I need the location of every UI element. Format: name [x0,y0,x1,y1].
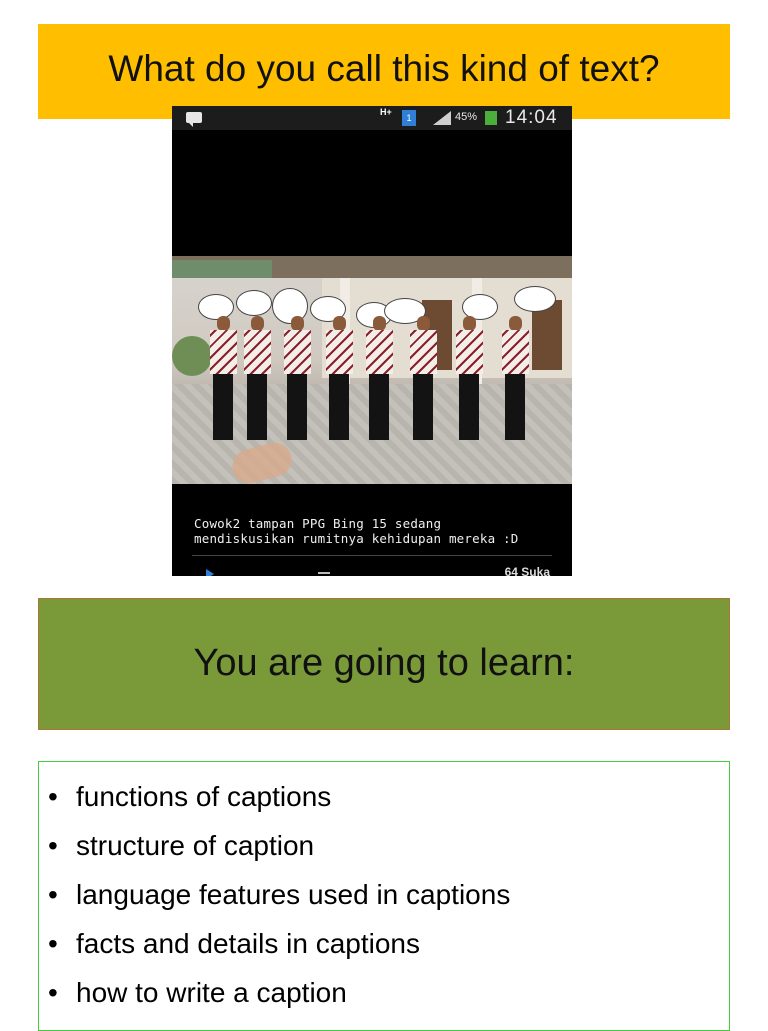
learn-heading: You are going to learn: [193,641,575,684]
battery-icon [485,111,497,125]
sim-icon: 1 [402,110,416,126]
person-figure [500,316,530,446]
person-figure [364,316,394,446]
person-figure [454,316,484,446]
status-clock: 14:04 [505,107,558,128]
list-item-text: how to write a caption [76,977,347,1008]
title-banner [38,24,730,119]
list-item [39,772,729,821]
list-item-text: structure of caption [76,830,315,861]
list-item [39,968,729,1017]
share-icon[interactable] [206,569,214,576]
list-item-text: language features used in captions [76,879,511,910]
caption-line: mendiskusikan rumitnya kehidupan mereka :D [194,531,519,546]
bullet-icon: • [48,928,58,959]
bullet-icon: • [48,781,58,812]
list-item [39,821,729,870]
caption-line: Cowok2 tampan PPG Bing 15 sedang [194,516,442,531]
objectives-list [39,762,729,1017]
list-item [39,870,729,919]
slide-title: What do you call this kind of text? [108,47,660,89]
person-figure [208,316,238,446]
photo-bush [172,336,212,376]
photo-roof-green [172,260,272,278]
battery-percent: 45% [455,111,478,123]
speech-bubble [514,286,556,312]
person-figure [282,316,312,446]
group-photo [172,256,572,484]
network-indicator: H+ [380,107,392,117]
bullet-icon: • [48,879,58,910]
list-item [39,919,729,968]
bullet-icon: • [48,977,58,1008]
list-item-text: functions of captions [76,781,332,812]
list-item-text: facts and details in captions [76,928,420,959]
likes-count[interactable]: 64 Suka [504,565,550,576]
status-bar [172,106,572,130]
objectives-box [38,761,730,1031]
photo-caption [194,516,518,546]
learn-banner [38,598,730,730]
caption-divider [192,555,552,556]
message-icon [186,112,202,123]
person-figure [242,316,272,446]
signal-icon [433,111,451,125]
person-figure [408,316,438,446]
phone-screenshot [172,106,572,576]
person-figure [324,316,354,446]
speech-bubble [236,290,272,316]
bullet-icon: • [48,830,58,861]
comment-icon[interactable] [318,572,330,574]
